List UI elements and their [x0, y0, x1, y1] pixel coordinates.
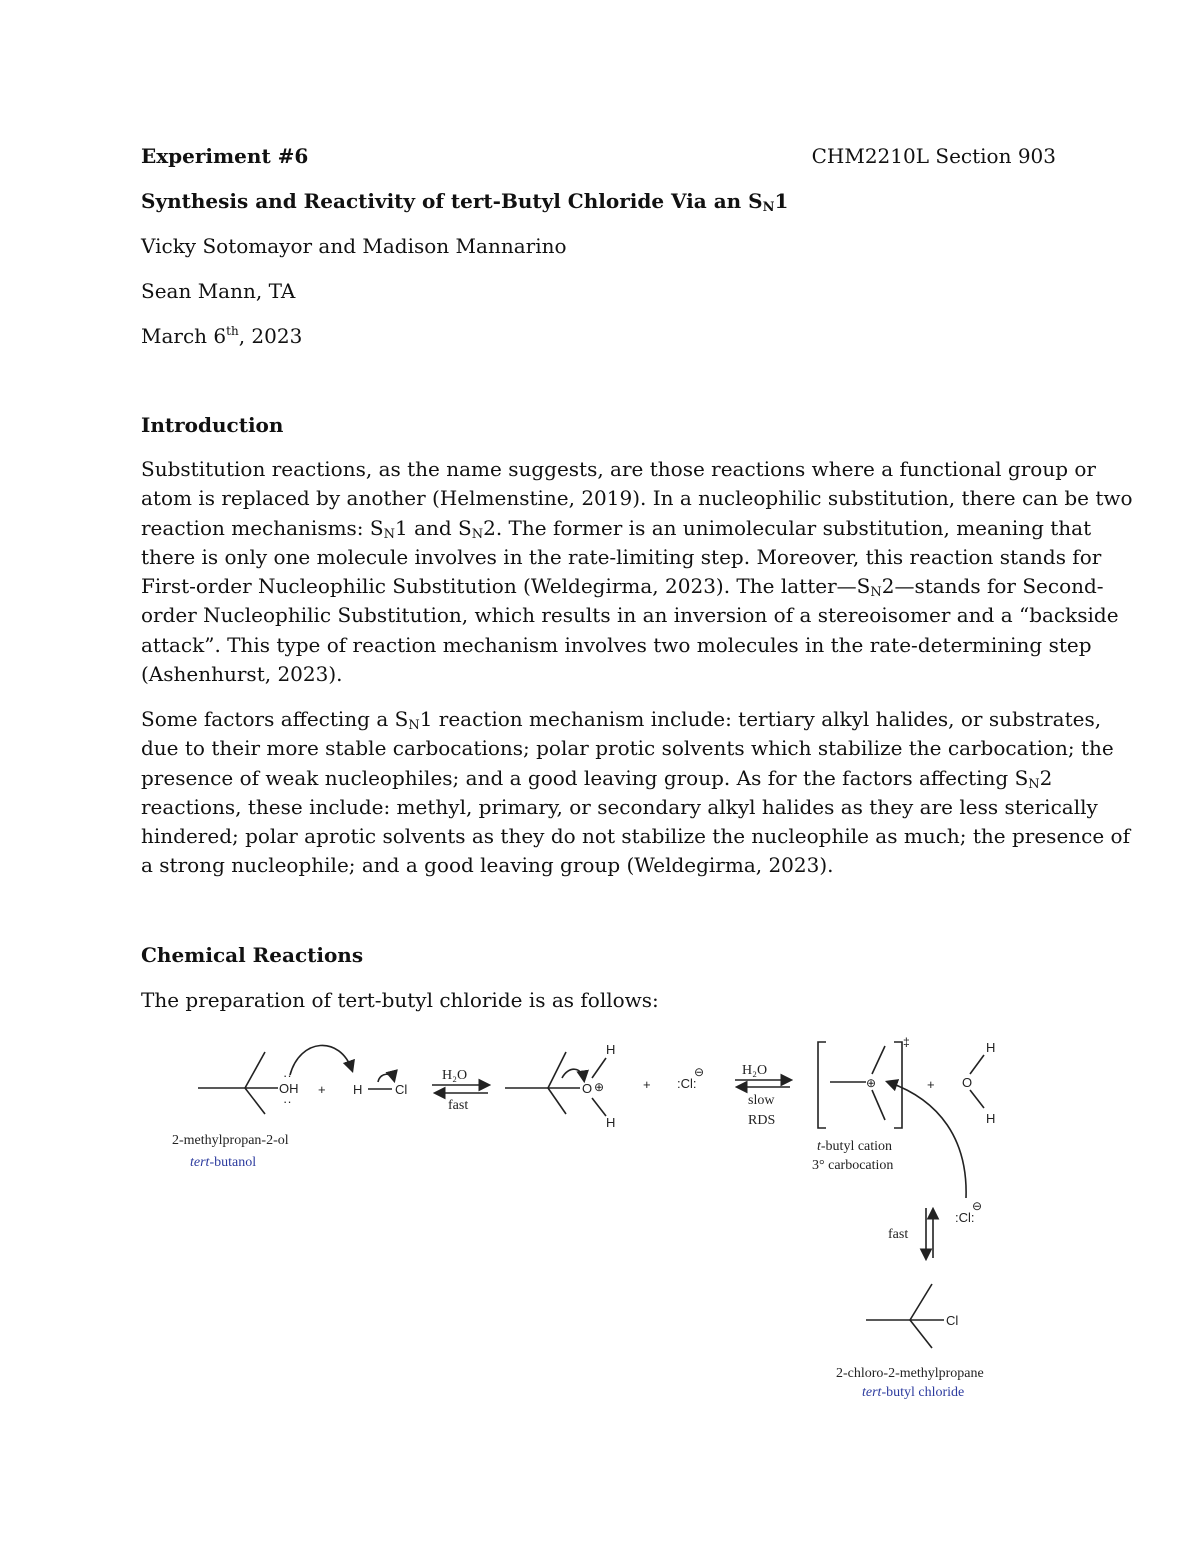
positive-charge: ⊕	[594, 1080, 605, 1094]
introduction-heading: Introduction	[141, 413, 284, 437]
text-line: (Ashenhurst, 2023).	[141, 662, 343, 687]
text-line: order Nucleophilic Substitution, which results in an inversion of a stereoisomer and a “backside	[141, 603, 1119, 628]
product-common-name: tert-butyl chloride	[862, 1385, 965, 1400]
carbocation-charge: ⊕	[866, 1076, 877, 1090]
o-label: O	[582, 1081, 593, 1096]
chloride-ion: :Cl:	[955, 1210, 975, 1225]
text-line: presence of weak nucleophiles; and a good leaving group. As for the factors affecting $S_N2$	[141, 765, 1053, 792]
text-line: there is only one molecule involves in the rate-limiting step. Moreover, this reaction stands for	[141, 544, 1102, 569]
introduction-paragraph-1	[141, 455, 1133, 689]
cation-type: 3° carbocation	[812, 1158, 894, 1173]
text-line: Some factors affecting a $S_N1$ reaction mechanism include: tertiary alkyl halides, or substrates,	[141, 707, 1102, 733]
plus-sign: +	[318, 1082, 326, 1097]
experiment-label: Experiment #6	[141, 144, 309, 168]
slow-label: slow	[748, 1093, 775, 1108]
text-line: reaction mechanisms: $S_N1$ and $S_N2$. The former is an unimolecular substitution, meaning that	[141, 515, 1092, 542]
authors: Vicky Sotomayor and Madison Mannarino	[141, 234, 567, 258]
lone-pair: ··	[283, 1094, 292, 1109]
fast-label: fast	[888, 1227, 909, 1242]
text-line: due to their more stable carbocations; polar protic solvents which stabilize the carbocation; the	[141, 736, 1114, 761]
text-line: hindered; polar aprotic solvents as they do not stabilize the nucleophile as much; the presence of	[141, 824, 1131, 849]
h-label: H	[606, 1042, 616, 1057]
chemical-reactions-heading: Chemical Reactions	[141, 943, 364, 967]
h-label: H	[986, 1040, 996, 1055]
negative-charge: ⊖	[972, 1199, 983, 1213]
h2o-label: H₂O	[442, 1068, 468, 1083]
plus-sign: +	[927, 1077, 935, 1092]
lone-pair: ··	[283, 1068, 292, 1083]
reactant-name: 2-methylpropan-2-ol	[172, 1133, 289, 1148]
fast-label: fast	[448, 1098, 469, 1113]
cl-label: Cl	[395, 1082, 408, 1097]
text-line: a strong nucleophile; and a good leaving group (Weldegirma, 2023).	[141, 853, 834, 878]
text-line: attack”. This type of reaction mechanism involves two molecules in the rate-determining step	[141, 632, 1092, 657]
reactions-intro: The preparation of tert-butyl chloride is as follows:	[141, 988, 659, 1012]
report-title: Synthesis and Reactivity of tert-Butyl Chloride Via an $S_N1$	[141, 189, 789, 215]
product-name: 2-chloro-2-methylpropane	[836, 1366, 984, 1381]
h-label: H	[353, 1082, 363, 1097]
rds-label: RDS	[748, 1113, 776, 1128]
introduction-paragraph-2	[141, 705, 1131, 881]
text-line: First-order Nucleophilic Substitution (Weldegirma, 2023). The $latter—S_N2—stands$ for Second-	[141, 574, 1104, 601]
h-label: H	[606, 1115, 616, 1130]
report-date: March 6th, 2023	[141, 324, 303, 348]
chloride-ion: :Cl:	[677, 1076, 697, 1091]
h-label: H	[986, 1111, 996, 1126]
text-line: atom is replaced by another (Helmenstine, 2019). In a nucleophilic substitution, there can be two	[141, 486, 1133, 511]
text-line: reactions, these include: methyl, primary, or secondary alkyl halides as they are less sterically	[141, 794, 1098, 819]
course-section: CHM2210L Section 903	[811, 144, 1056, 168]
text-line: Substitution reactions, as the name suggests, are those reactions where a functional group or	[141, 457, 1096, 481]
h2o-label: H₂O	[742, 1063, 768, 1078]
cl-label: Cl	[946, 1313, 959, 1328]
plus-sign: +	[643, 1077, 651, 1092]
oh-label: OH	[279, 1081, 299, 1096]
negative-charge: ⊖	[694, 1065, 705, 1079]
reaction-scheme	[0, 1030, 1200, 1430]
cation-name: t-butyl cation	[817, 1139, 893, 1154]
reactant-common-name: tert-butanol	[190, 1155, 257, 1170]
o-label: O	[962, 1075, 973, 1090]
teaching-assistant: Sean Mann, TA	[141, 279, 296, 303]
transition-dagger: ‡	[903, 1035, 910, 1049]
